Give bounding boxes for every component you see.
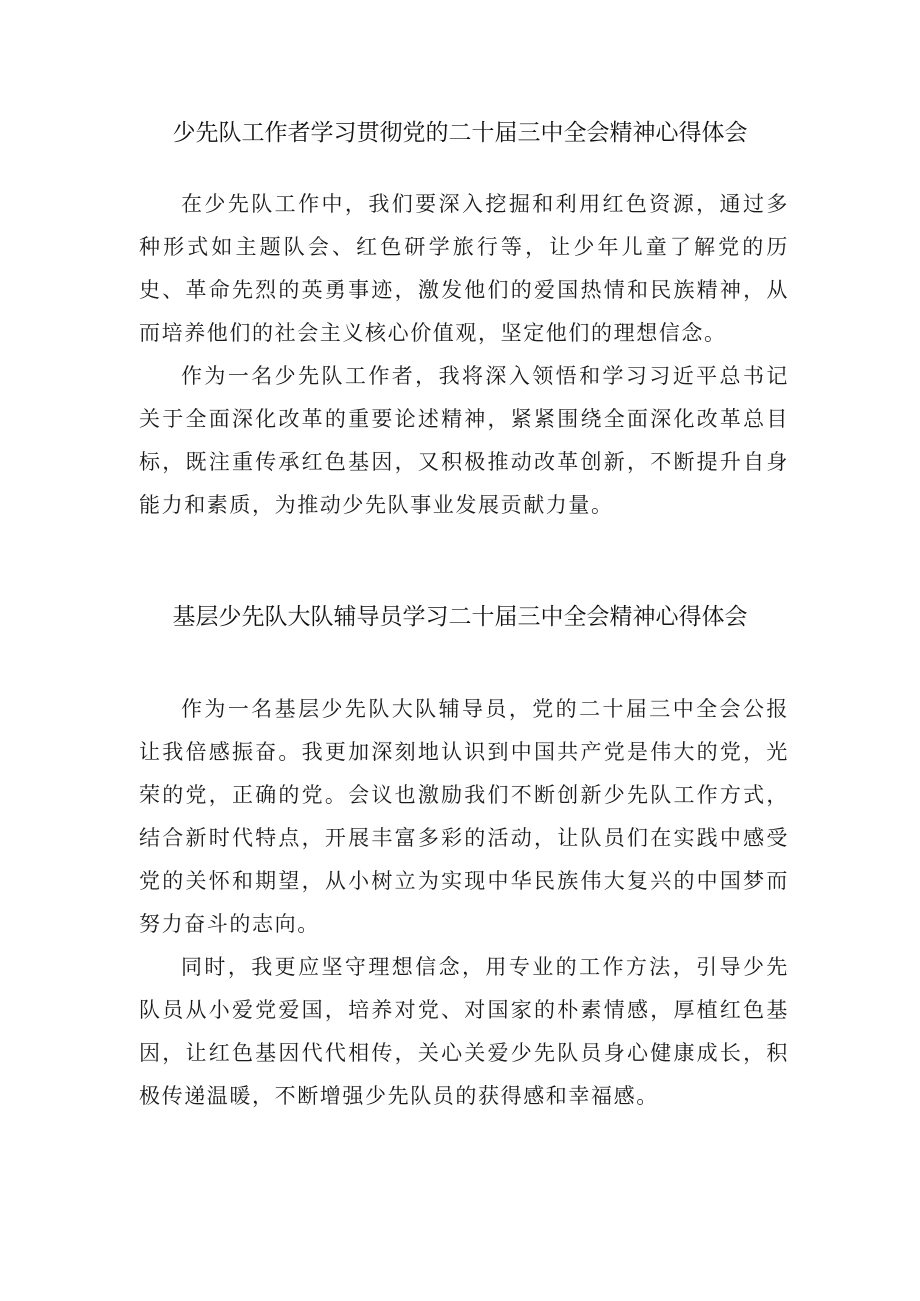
paragraph: 作为一名基层少先队大队辅导员，党的二十届三中全会公报让我倍感振奋。我更加深刻地认识到中国共产党是伟大的党，光荣的党，正确的党。会议也激励我们不断创新少先队工作方式，结合新时代特点，开展丰富多彩的活动，让队员们在实践中感受党的关怀和期望，从小树立为实现中华民族伟大复兴的中国梦而努力奋斗的志向。 bbox=[139, 697, 789, 936]
section-body bbox=[139, 183, 789, 527]
paragraph: 作为一名少先队工作者，我将深入领悟和学习习近平总书记关于全面深化改革的重要论述精神，紧紧围绕全面深化改革总目标，既注重传承红色基因，又积极推动改革创新，不断提升自身能力和素质，为推动少先队事业发展贡献力量。 bbox=[139, 364, 789, 517]
paragraph: 在少先队工作中，我们要深入挖掘和利用红色资源，通过多种形式如主题队会、红色研学旅行等，让少年儿童了解党的历史、革命先烈的英勇事迹，激发他们的爱国热情和民族精神，从而培养他们的社会主义核心价值观，坚定他们的理想信念。 bbox=[139, 192, 789, 345]
section-body bbox=[139, 688, 789, 1118]
section-title: 基层少先队大队辅导员学习二十届三中全会精神心得体会 bbox=[172, 604, 748, 630]
section-title: 少先队工作者学习贯彻党的二十届三中全会精神心得体会 bbox=[172, 120, 748, 146]
paragraph: 同时，我更应坚守理想信念，用专业的工作方法，引导少先队员从小爱党爱国，培养对党、对国家的朴素情感，厚植红色基因，让红色基因代代相传，关心关爱少先队员身心健康成长，积极传递温暖，不断增强少先队员的获得感和幸福感。 bbox=[139, 955, 789, 1108]
